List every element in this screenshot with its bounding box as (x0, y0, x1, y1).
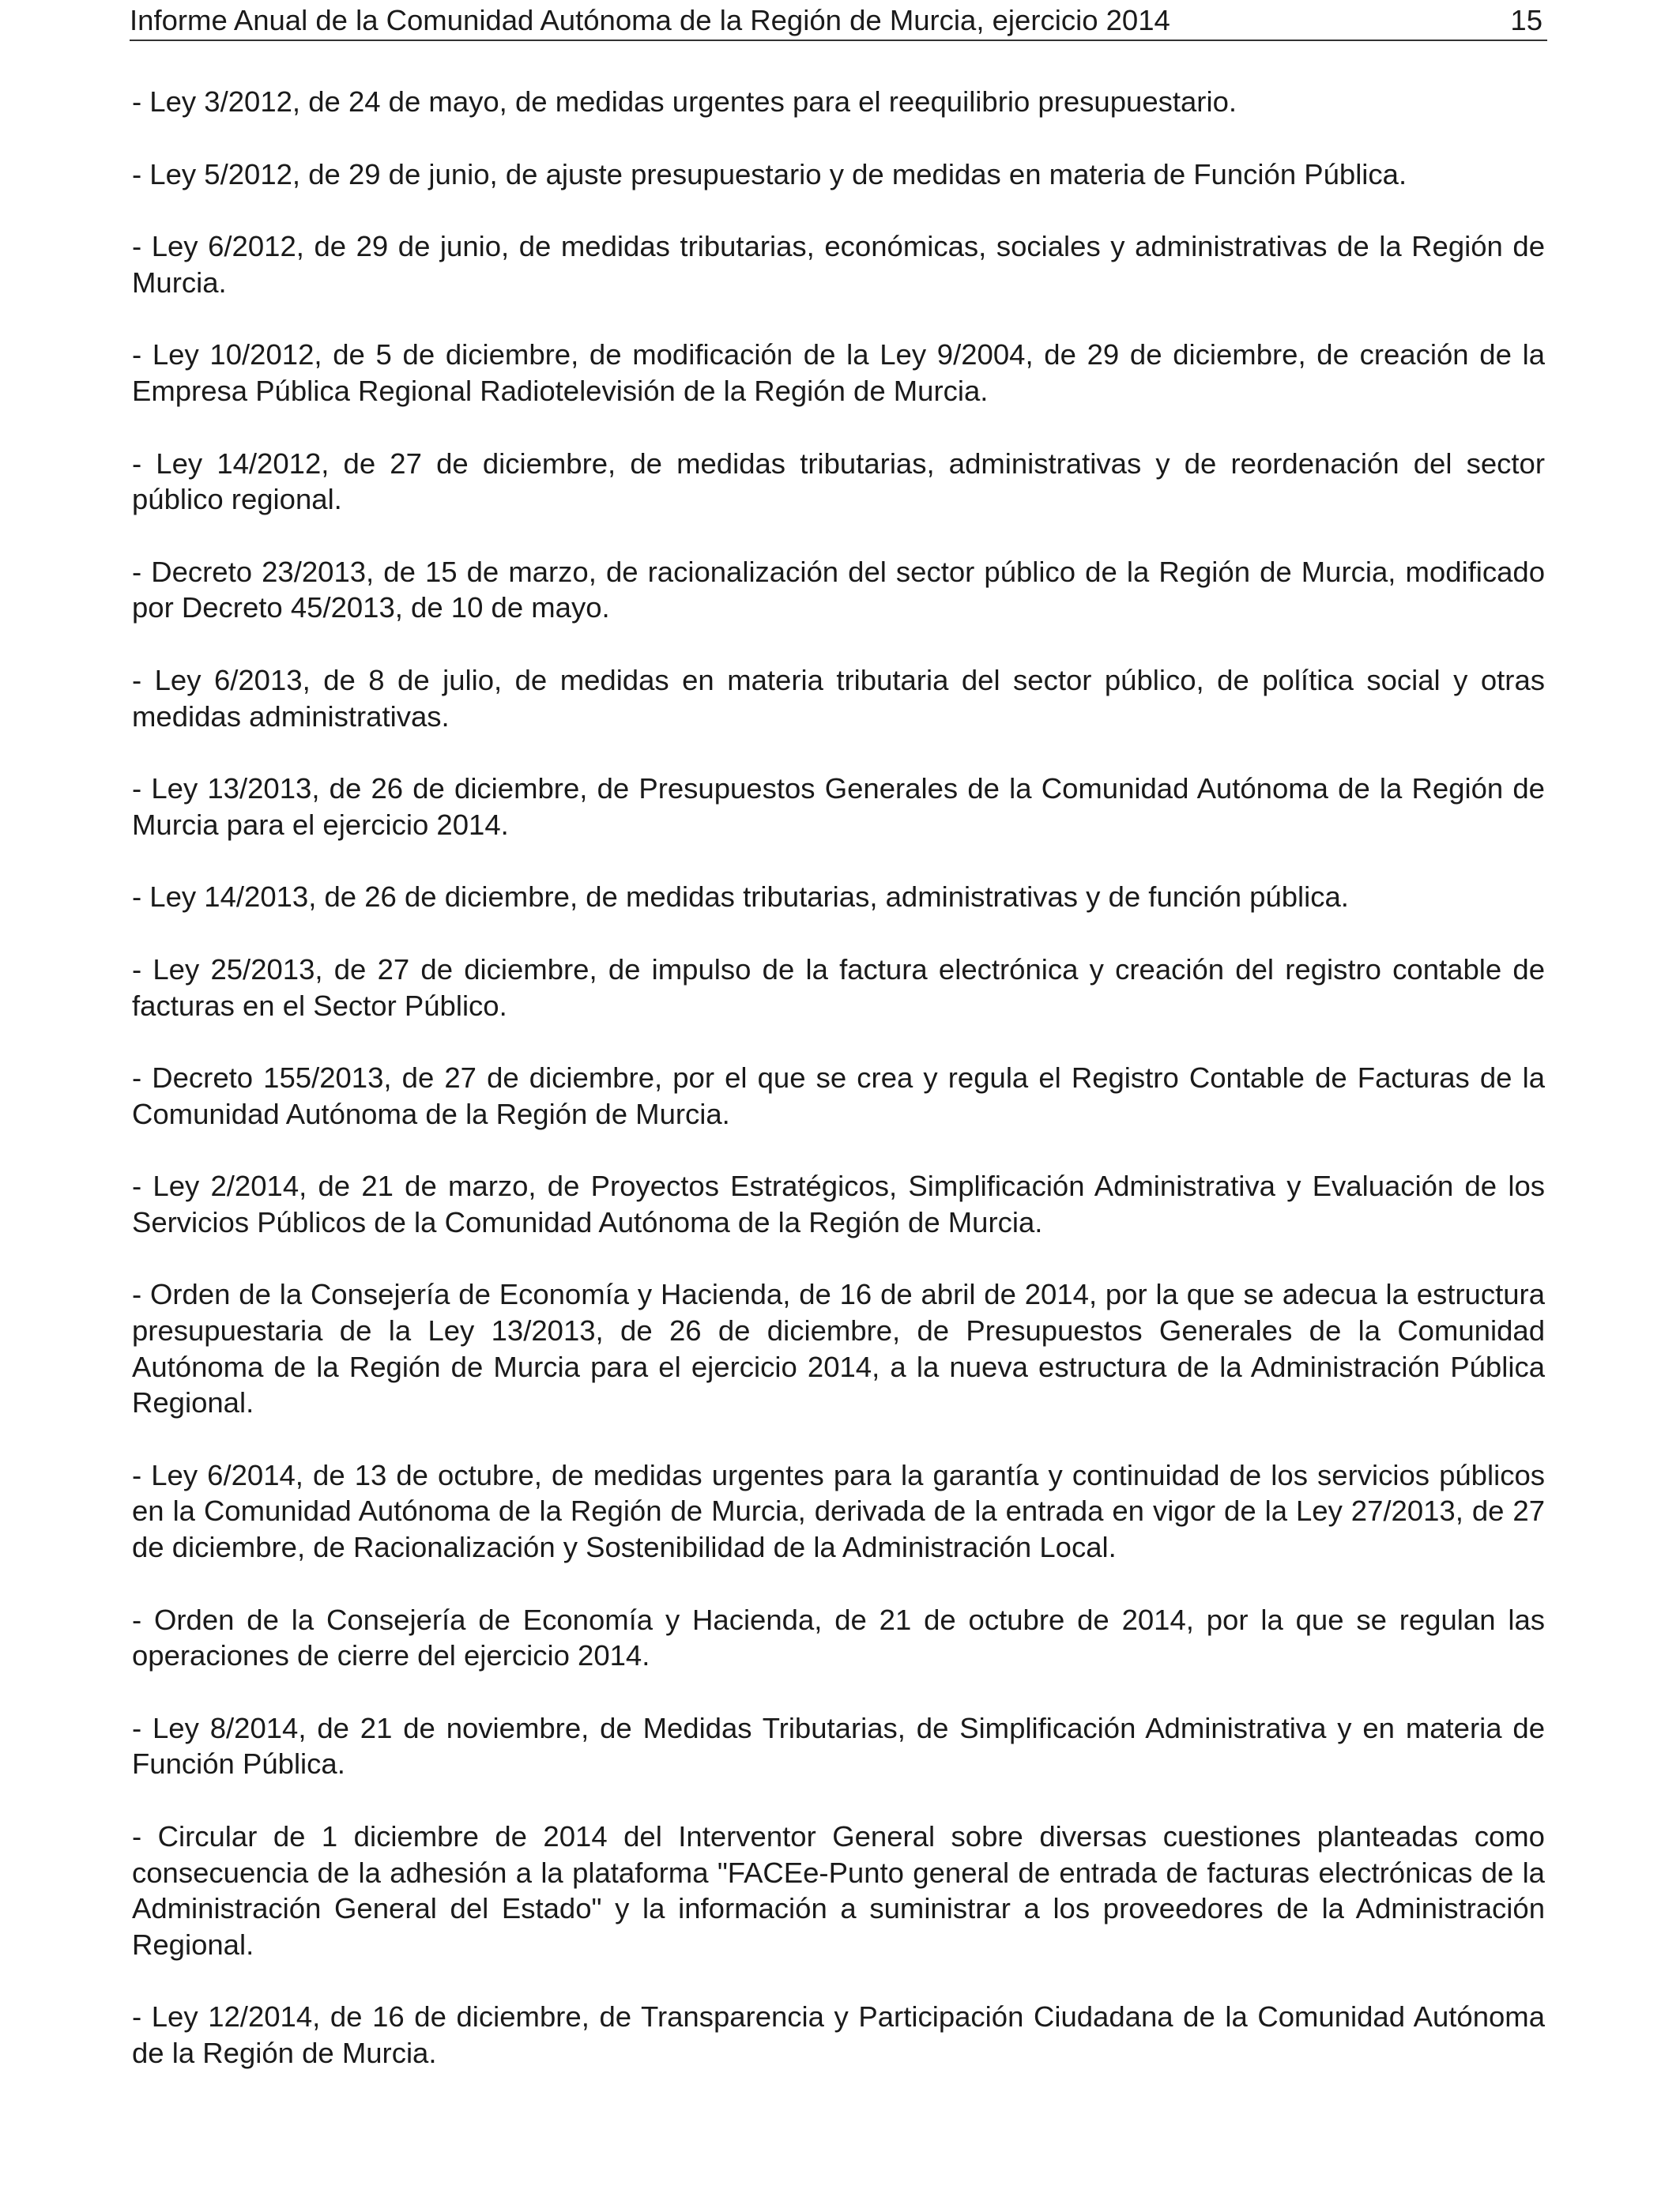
list-item: - Ley 13/2013, de 26 de diciembre, de Presupuestos Generales de la Comunidad Autónoma de la Región de Murcia para el ejercicio 2014. (132, 772, 1545, 841)
list-item: - Ley 12/2014, de 16 de diciembre, de Transparencia y Participación Ciudadana de la Comunidad Autónoma de la Región de Murcia. (132, 2000, 1545, 2069)
list-item: - Ley 25/2013, de 27 de diciembre, de impulso de la factura electrónica y creación del registro contable de facturas en el Sector Público. (132, 952, 1545, 1022)
list-item: - Ley 5/2012, de 29 de junio, de ajuste presupuestario y de medidas en materia de Función Pública. (132, 157, 1407, 190)
page-header (130, 2, 1547, 41)
header-title: Informe Anual de la Comunidad Autónoma de la Región de Murcia, ejercicio 2014 (130, 4, 1170, 36)
list-item: - Circular de 1 diciembre de 2014 del Interventor General sobre diversas cuestiones planteadas como consecuencia de la adhesión a la plataforma "FACEe-Punto general de entrada de facturas electrónicas de la Administración General del Estado" y la información a suministrar a los proveedores de la Administración Regional. (132, 1820, 1545, 1961)
list-item: - Ley 3/2012, de 24 de mayo, de medidas urgentes para el reequilibrio presupuestario. (132, 85, 1237, 118)
page-number: 15 (1510, 4, 1543, 36)
list-item: - Ley 14/2013, de 26 de diciembre, de medidas tributarias, administrativas y de función pública. (132, 880, 1349, 914)
legislation-list (132, 84, 1545, 2108)
list-item: - Ley 10/2012, de 5 de diciembre, de modificación de la Ley 9/2004, de 29 de diciembre, de creación de la Empresa Pública Regional Radiotelevisión de la Región de Murcia. (132, 338, 1545, 407)
list-item: - Orden de la Consejería de Economía y Hacienda, de 16 de abril de 2014, por la que se adecua la estructura presupuestaria de la Ley 13/2013, de 26 de diciembre, de Presupuestos Generales de la Comunidad Autónoma de la Región de Murcia para el ejercicio 2014, a la nueva estructura de la Administración Pública Regional. (132, 1278, 1545, 1419)
list-item: - Orden de la Consejería de Economía y Hacienda, de 21 de octubre de 2014, por la que se regulan las operaciones de cierre del ejercicio 2014. (132, 1603, 1545, 1672)
list-item: - Ley 2/2014, de 21 de marzo, de Proyectos Estratégicos, Simplificación Administrativa y Evaluación de los Servicios Públicos de la Comunidad Autónoma de la Región de Murcia. (132, 1170, 1545, 1238)
list-item: - Ley 6/2013, de 8 de julio, de medidas en materia tributaria del sector público, de política social y otras medidas administrativas. (132, 663, 1545, 733)
list-item: - Ley 14/2012, de 27 de diciembre, de medidas tributarias, administrativas y de reordenación del sector público regional. (132, 447, 1545, 516)
list-item: - Ley 6/2012, de 29 de junio, de medidas tributarias, económicas, sociales y administrativas de la Región de Murcia. (132, 230, 1545, 299)
list-item: - Decreto 155/2013, de 27 de diciembre, por el que se crea y regula el Registro Contable de Facturas de la Comunidad Autónoma de la Región de Murcia. (132, 1061, 1545, 1130)
list-item: - Ley 6/2014, de 13 de octubre, de medidas urgentes para la garantía y continuidad de los servicios públicos en la Comunidad Autónoma de la Región de Murcia, derivada de la entrada en vigor de la Ley 27/2013, de 27 de diciembre, de Racionalización y Sostenibilidad de la Administración Local. (132, 1458, 1545, 1564)
list-item: - Decreto 23/2013, de 15 de marzo, de racionalización del sector público de la Región de Murcia, modificado por Decreto 45/2013, de 10 de mayo. (132, 555, 1545, 624)
list-item: - Ley 8/2014, de 21 de noviembre, de Medidas Tributarias, de Simplificación Administrativa y en materia de Función Pública. (132, 1711, 1545, 1781)
